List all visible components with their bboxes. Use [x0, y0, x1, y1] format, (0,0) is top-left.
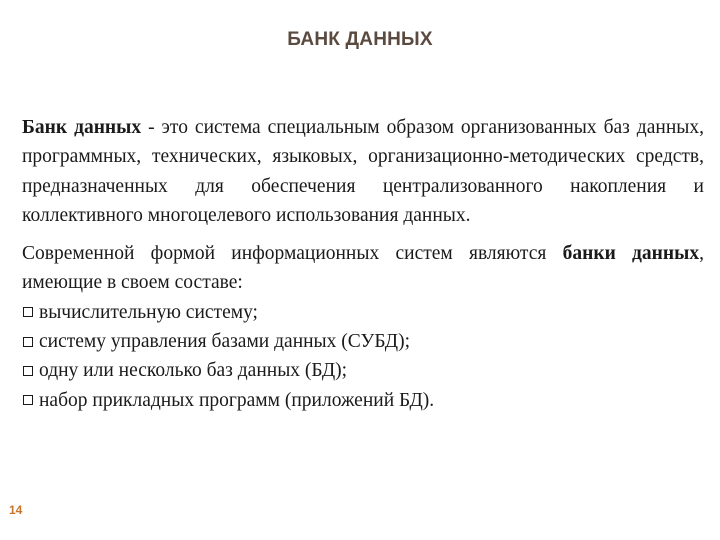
- composition-paragraph: [22, 239, 704, 298]
- list-item: [22, 386, 704, 415]
- square-bullet-icon: [23, 307, 33, 317]
- definition-paragraph: [22, 113, 704, 230]
- list-item: [22, 356, 704, 385]
- composition-term: банки данных: [562, 243, 700, 265]
- composition-tail: , имеющие в своем составе:: [22, 243, 704, 294]
- page-number: 14: [9, 503, 23, 517]
- slide-title: БАНК ДАННЫХ: [287, 29, 433, 50]
- list-item-text: одну или несколько баз данных (БД);: [39, 360, 348, 382]
- definition-term: Банк данных: [22, 117, 142, 138]
- square-bullet-icon: [23, 337, 33, 347]
- component-list: [22, 298, 704, 415]
- definition-text: - это система специальным образом организованных баз данных, программных, технических, языковых, организационно-методических средств, предназначенных для обеспечения централизованного накопления и коллективного многоцелевого использования данных.: [22, 117, 704, 226]
- slide-body: [22, 113, 704, 415]
- list-item-text: вычислительную систему;: [39, 301, 258, 323]
- composition-intro: Современной формой информационных систем являются: [22, 243, 563, 265]
- list-item-text: систему управления базами данных (СУБД);: [39, 331, 411, 353]
- list-item: [22, 327, 704, 356]
- square-bullet-icon: [23, 366, 33, 376]
- list-item: [22, 298, 704, 327]
- list-item-text: набор прикладных программ (приложений БД).: [39, 389, 435, 411]
- square-bullet-icon: [23, 395, 33, 405]
